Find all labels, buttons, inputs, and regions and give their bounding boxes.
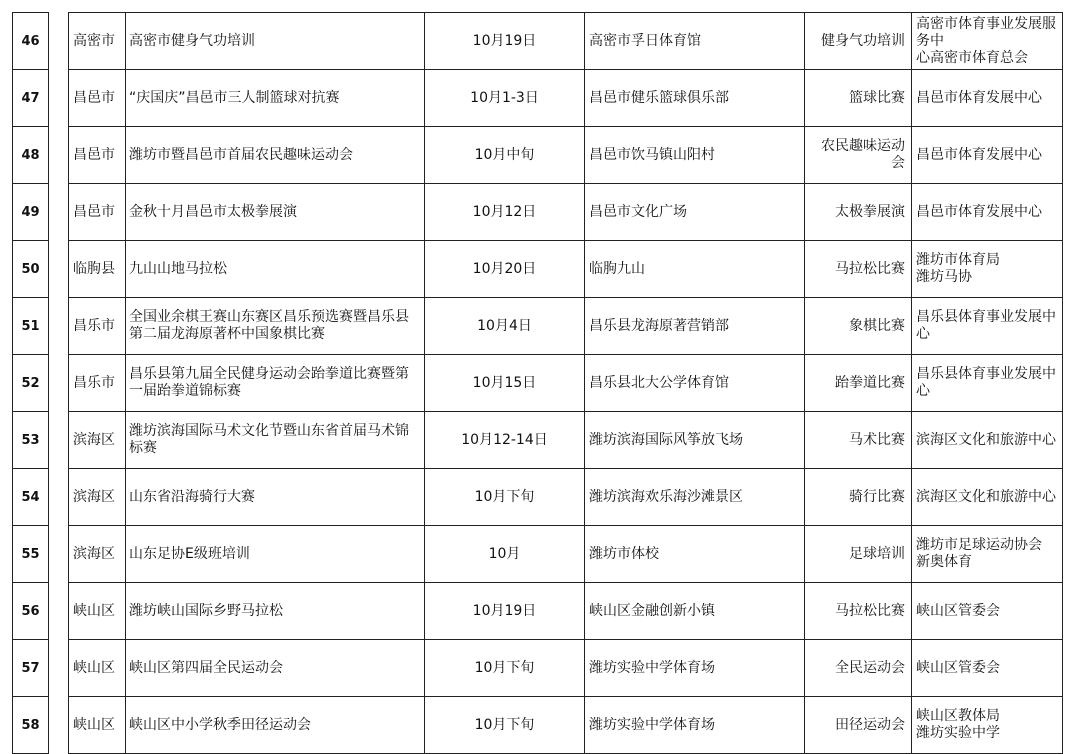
row-venue: 昌邑市饮马镇山阳村 — [585, 127, 805, 184]
row-spacer — [49, 412, 69, 469]
organizer-line: 新奥体育 — [916, 554, 972, 570]
row-area: 临朐县 — [69, 241, 126, 298]
row-area: 昌乐市 — [69, 355, 126, 412]
organizer-line: 昌邑市体育发展中心 — [916, 203, 1042, 220]
row-area: 昌邑市 — [69, 184, 126, 241]
organizer-line: 峡山区教体局 — [916, 708, 1000, 724]
row-number: 56 — [13, 583, 49, 640]
row-organizer — [912, 184, 1063, 241]
table-row — [13, 697, 1063, 754]
row-number: 58 — [13, 697, 49, 754]
row-venue: 临朐九山 — [585, 241, 805, 298]
row-number: 54 — [13, 469, 49, 526]
row-date: 10月12-14日 — [425, 412, 585, 469]
row-spacer — [49, 70, 69, 127]
row-event-name: 潍坊峡山国际乡野马拉松 — [126, 583, 425, 640]
table-row — [13, 298, 1063, 355]
organizer-line: 昌邑市体育发展中心 — [916, 146, 1042, 163]
row-organizer — [912, 697, 1063, 754]
row-organizer — [912, 412, 1063, 469]
row-spacer — [49, 583, 69, 640]
row-organizer — [912, 526, 1063, 583]
row-date: 10月中旬 — [425, 127, 585, 184]
row-venue: 昌邑市健乐篮球俱乐部 — [585, 70, 805, 127]
row-spacer — [49, 127, 69, 184]
table-row — [13, 526, 1063, 583]
organizer-line: 昌乐县体育事业发展中心 — [916, 366, 1056, 399]
row-number: 49 — [13, 184, 49, 241]
row-spacer — [49, 13, 69, 70]
row-date: 10月 — [425, 526, 585, 583]
row-venue: 潍坊市体校 — [585, 526, 805, 583]
row-organizer — [912, 127, 1063, 184]
row-event-name: 山东省沿海骑行大赛 — [126, 469, 425, 526]
row-event-name: 峡山区第四届全民运动会 — [126, 640, 425, 697]
row-venue: 昌邑市文化广场 — [585, 184, 805, 241]
row-event-name: 全国业余棋王赛山东赛区昌乐预选赛暨昌乐县第二届龙海原著杯中国象棋比赛 — [126, 298, 425, 355]
organizer-line: 昌邑市体育发展中心 — [916, 89, 1042, 106]
row-event-type: 健身气功培训 — [805, 13, 912, 70]
row-organizer — [912, 583, 1063, 640]
organizer-line: 高密市体育事业发展服务中 — [916, 15, 1056, 49]
row-date: 10月下旬 — [425, 469, 585, 526]
row-spacer — [49, 355, 69, 412]
row-area: 滨海区 — [69, 469, 126, 526]
events-table-container — [12, 12, 1062, 754]
row-area: 高密市 — [69, 13, 126, 70]
row-venue: 高密市孚日体育馆 — [585, 13, 805, 70]
organizer-line: 滨海区文化和旅游中心 — [916, 488, 1056, 505]
table-row — [13, 355, 1063, 412]
row-number: 48 — [13, 127, 49, 184]
row-event-name: 山东足协E级班培训 — [126, 526, 425, 583]
row-number: 46 — [13, 13, 49, 70]
row-event-type: 马拉松比赛 — [805, 241, 912, 298]
organizer-line: 峡山区管委会 — [916, 602, 1000, 619]
row-date: 10月12日 — [425, 184, 585, 241]
table-row — [13, 184, 1063, 241]
row-area: 昌邑市 — [69, 70, 126, 127]
row-spacer — [49, 697, 69, 754]
events-table — [12, 12, 1063, 754]
row-event-type: 跆拳道比赛 — [805, 355, 912, 412]
row-event-name: 峡山区中小学秋季田径运动会 — [126, 697, 425, 754]
table-row — [13, 13, 1063, 70]
organizer-line: 潍坊市体育局 — [916, 252, 1000, 268]
row-event-type: 足球培训 — [805, 526, 912, 583]
row-organizer — [912, 640, 1063, 697]
row-date: 10月20日 — [425, 241, 585, 298]
row-number: 47 — [13, 70, 49, 127]
row-spacer — [49, 469, 69, 526]
row-date: 10月15日 — [425, 355, 585, 412]
row-date: 10月下旬 — [425, 640, 585, 697]
row-event-type: 马术比赛 — [805, 412, 912, 469]
row-event-name: 昌乐县第九届全民健身运动会跆拳道比赛暨第一届跆拳道锦标赛 — [126, 355, 425, 412]
table-row — [13, 469, 1063, 526]
row-number: 57 — [13, 640, 49, 697]
table-row — [13, 583, 1063, 640]
row-event-name: 潍坊滨海国际马术文化节暨山东省首届马术锦标赛 — [126, 412, 425, 469]
row-area: 滨海区 — [69, 412, 126, 469]
table-row — [13, 241, 1063, 298]
organizer-line: 昌乐县体育事业发展中心 — [916, 309, 1056, 342]
row-number: 50 — [13, 241, 49, 298]
organizer-line: 潍坊市足球运动协会 — [916, 537, 1042, 553]
row-event-type: 马拉松比赛 — [805, 583, 912, 640]
row-event-type: 篮球比赛 — [805, 70, 912, 127]
row-spacer — [49, 184, 69, 241]
row-venue: 峡山区金融创新小镇 — [585, 583, 805, 640]
row-number: 51 — [13, 298, 49, 355]
row-spacer — [49, 526, 69, 583]
row-event-type: 象棋比赛 — [805, 298, 912, 355]
row-number: 52 — [13, 355, 49, 412]
row-venue: 潍坊实验中学体育场 — [585, 640, 805, 697]
row-event-name: “庆国庆”昌邑市三人制篮球对抗赛 — [126, 70, 425, 127]
row-venue: 潍坊滨海国际风筝放飞场 — [585, 412, 805, 469]
row-date: 10月下旬 — [425, 697, 585, 754]
row-area: 昌乐市 — [69, 298, 126, 355]
table-row — [13, 412, 1063, 469]
row-event-name: 九山山地马拉松 — [126, 241, 425, 298]
row-venue: 昌乐县北大公学体育馆 — [585, 355, 805, 412]
row-event-type: 太极拳展演 — [805, 184, 912, 241]
row-date: 10月19日 — [425, 13, 585, 70]
row-event-name: 潍坊市暨昌邑市首届农民趣味运动会 — [126, 127, 425, 184]
row-date: 10月1-3日 — [425, 70, 585, 127]
row-venue: 潍坊滨海欢乐海沙滩景区 — [585, 469, 805, 526]
row-event-type: 骑行比赛 — [805, 469, 912, 526]
row-spacer — [49, 241, 69, 298]
organizer-line: 潍坊马协 — [916, 269, 972, 285]
row-organizer — [912, 13, 1063, 70]
organizer-line: 潍坊实验中学 — [916, 725, 1000, 741]
row-area: 峡山区 — [69, 640, 126, 697]
row-area: 滨海区 — [69, 526, 126, 583]
row-area: 昌邑市 — [69, 127, 126, 184]
row-event-type: 农民趣味运动会 — [805, 127, 912, 184]
row-event-type: 全民运动会 — [805, 640, 912, 697]
row-date: 10月4日 — [425, 298, 585, 355]
row-venue: 昌乐县龙海原著营销部 — [585, 298, 805, 355]
table-row — [13, 640, 1063, 697]
row-area: 峡山区 — [69, 697, 126, 754]
row-venue: 潍坊实验中学体育场 — [585, 697, 805, 754]
row-organizer — [912, 241, 1063, 298]
row-number: 55 — [13, 526, 49, 583]
row-organizer — [912, 70, 1063, 127]
organizer-line: 心高密市体育总会 — [916, 49, 1028, 66]
row-event-name: 金秋十月昌邑市太极拳展演 — [126, 184, 425, 241]
row-organizer — [912, 355, 1063, 412]
row-spacer — [49, 298, 69, 355]
row-date: 10月19日 — [425, 583, 585, 640]
table-row — [13, 70, 1063, 127]
row-spacer — [49, 640, 69, 697]
row-event-name: 高密市健身气功培训 — [126, 13, 425, 70]
organizer-line: 峡山区管委会 — [916, 659, 1000, 676]
table-row — [13, 127, 1063, 184]
organizer-line: 滨海区文化和旅游中心 — [916, 431, 1056, 448]
row-organizer — [912, 298, 1063, 355]
row-organizer — [912, 469, 1063, 526]
row-event-type: 田径运动会 — [805, 697, 912, 754]
events-table-body — [13, 13, 1063, 754]
row-number: 53 — [13, 412, 49, 469]
row-area: 峡山区 — [69, 583, 126, 640]
